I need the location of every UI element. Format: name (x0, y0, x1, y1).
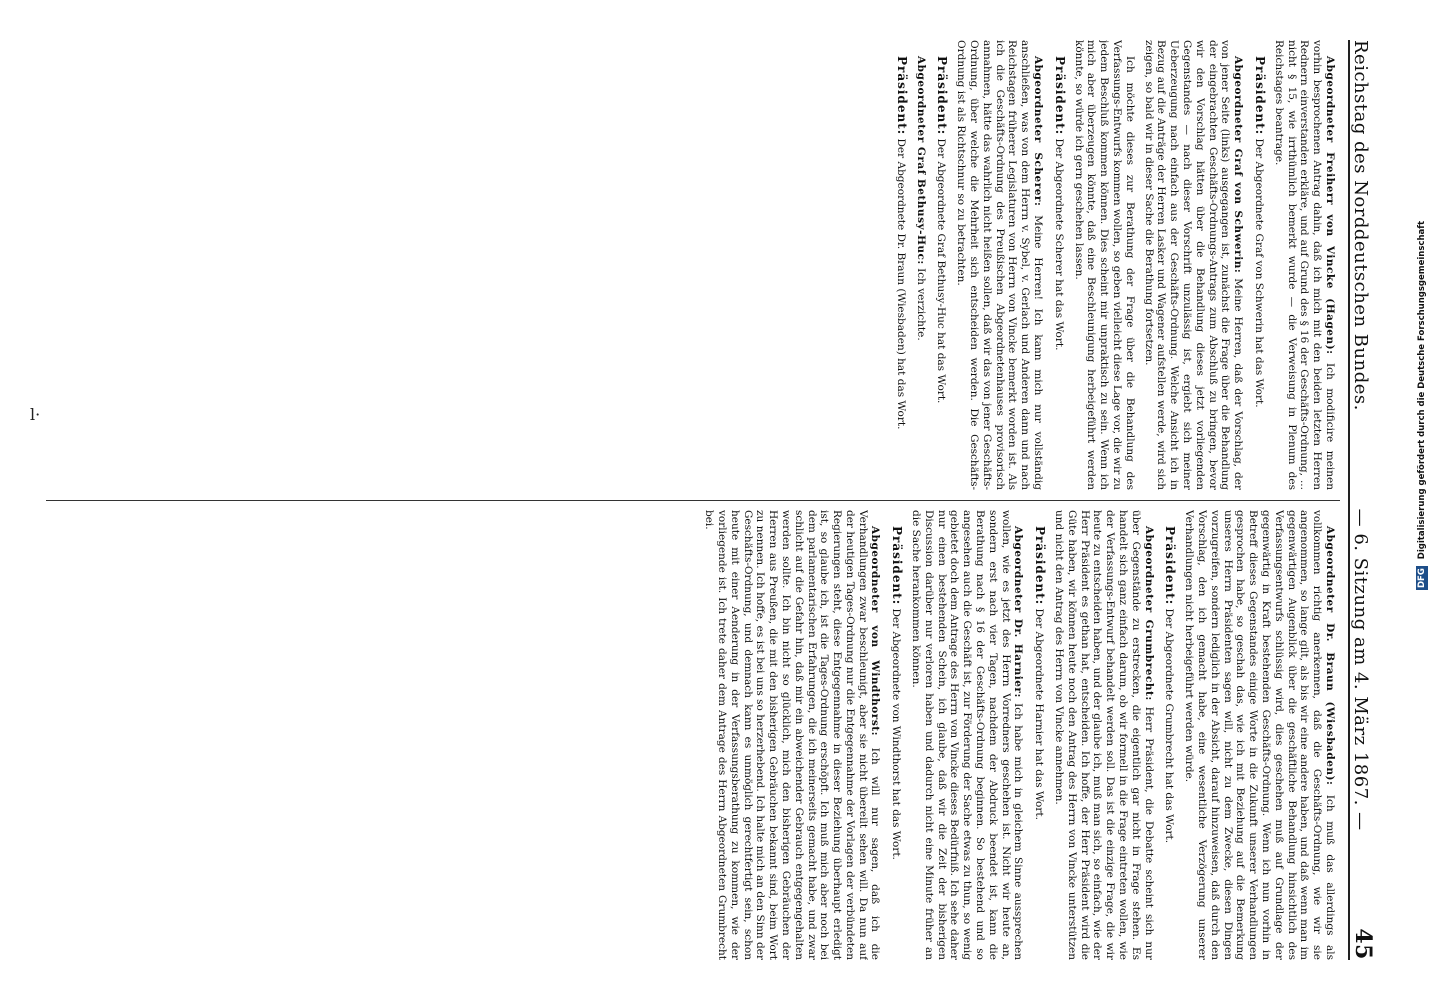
rotated-page-content (36, 20, 1396, 980)
president-label: Präsident: (894, 56, 909, 136)
speech-paragraph (1182, 510, 1336, 960)
speech-paragraph (1072, 40, 1136, 490)
left-column (46, 40, 1336, 490)
speech-paragraph (909, 510, 1024, 960)
header-session: — 6. Sitzung am 4. März 1867. — (1350, 508, 1371, 831)
president-remark (935, 40, 949, 490)
speaker-name: Abgeordneter Grumbrecht: (1142, 526, 1155, 701)
right-column (46, 510, 1336, 960)
funding-note (1416, 10, 1428, 590)
speech-text: Ich möchte dieses zur Berathung der Frage über die Behandlung des Verfassungs-Entwurfs kommen wollen, so geben vielleicht diese Lage vor, die wir zu jedem Beschluß kommen können. Dies scheint mir unpraktisch zu sein. Wenn ich mich aber überzeugen könnte, daß eine Beschleunigung herbeigeführt werden könnte, so würde ich gern geschehen lassen. (1072, 40, 1136, 490)
speech-text: Meine Herren, daß der Vorschlag, der von jener Seite (links) ausgegangen ist, zunächst die Frage über die Behandlung der eingebrachten Geschäfts-Ordnungs-Antrags zum Abschluß zu bringen, bevor wir den Vorschlag hätten über die Behandlung dieses jetzt vorliegenden Gegenstandes — nach dieser Vorschrift unzulässig ist, ergiebt sich meiner Ueberzeugung nach einfach aus der Geschäfts-Ordnung. Welche Ansicht ich in Bezug auf die Anträge der Herren Lasker und Wagener aufstellen werde, wird sich zeigen, so bald wir in dieser Sache die Berathung fortsetzen. (1142, 40, 1245, 490)
speech-paragraph (1052, 510, 1154, 960)
funding-text: Digitalisierung gefördert durch die Deutsche Forschungsgemeinschaft (1417, 220, 1427, 560)
speaker-name: Abgeordneter Dr. Harnier: (1012, 526, 1025, 698)
president-label: Präsident: (1033, 526, 1048, 606)
speech-text: Ich will nur sagen, daß ich die Verhandlungen zwar beschleunigt, aber sie nicht übereilt sehen will. Da nun auf der heutigen Tages-Ordnung nur die Entgegennahme der Vorlagen der verbündeten Regierungen steht, diese Entgegennahme in dieser Beziehung überhaupt erledigt ist, so glaube ich, ist die Tages-Ordnung erschöpft. Ich muß mich aber noch bei dem parlamentarischen Erfahrungen, die ich meinerseits gemacht habe, und zwar schlicht auf die Gefahr hin, daß mir ein abweichender Gebrauch entgegengehalten werden sollte. Ich bin nicht so glücklich, mich den bisherigen Gebräuchen der Herren aus Preußen, die mit den bisherigen Gebräuchen bekannt sind, beim Wort zu nennen. Ich hoffe, es ist bei uns so herzerhebend. Ich halte mich an den Sinn der Geschäfts-Ordnung, und demnach kann es unmöglich gerechtfertigt sein, schon heute mit einer Aenderung in der Verfassungsberathung zu kommen, wie der vorliegende ist. Ich trete daher dem Antrage des Herrn Abgeordneten Grumbrecht bei. (703, 510, 882, 960)
speaker-name: Abgeordneter Freiherr von Vincke (Hagen): (1324, 56, 1336, 355)
president-text: Der Abgeordnete Graf von Schwerin hat das Wort. (1253, 138, 1266, 408)
speech-paragraph (954, 40, 1044, 490)
president-remark (1163, 510, 1177, 960)
speaker-name: Abgeordneter Dr. Braun (Wiesbaden): (1324, 526, 1336, 786)
president-label: Präsident: (890, 526, 905, 606)
margin-mark: ⅼ· (30, 405, 41, 424)
president-text: Der Abgeordnete Graf Bethusy-Huc hat das Wort. (935, 138, 948, 404)
dfg-logo: DFG (1417, 568, 1427, 588)
president-remark (890, 510, 904, 960)
speech-text: Herr Präsident, die Debatte scheint sich nur über Gegenstände zu erstrecken, die eigentlich gar nicht in Frage stehen. Es handelt sich ganz einfach darum, ob wir formell in die Frage eintreten wollen, wie der Verfassungs-Entwurf behandelt werden soll. Das ist die einzige Frage, die wir heute zu entscheiden haben, und der glaube ich, muß man sich, so einfach, wie der Herr Präsident es gethan hat, entscheiden. Ich hoffe, der Herr Präsident wird die Güte haben, wir können heute noch den Antrag des Herrn von Vincke unterstützen und nicht den Antrag des Herrn von Vincke annehmen. (1053, 510, 1155, 960)
speech-text: Ich verzichte. (914, 268, 927, 341)
president-label: Präsident: (1052, 56, 1067, 136)
president-remark (1252, 40, 1266, 490)
page-number: 45 (1350, 928, 1376, 960)
president-remark (1032, 510, 1046, 960)
president-label: Präsident: (1163, 526, 1178, 606)
president-text: Der Abgeordnete Grumbrecht hat das Wort. (1163, 608, 1176, 844)
column-divider (46, 500, 1340, 501)
speaker-name: Abgeordneter von Windthorst: (869, 526, 882, 736)
running-header (1348, 40, 1396, 960)
president-label: Präsident: (1253, 56, 1268, 136)
speech-text: Meine Herren! Ich kann mich nur vollständig anschließen, was von dem Herrn v. Sybel, v. Gerlach und Anderen dann und nach Reichstagen früherer Legislaturen von Herrn von Vincke bemerkt worden ist. Als ich die Geschäfts-Ordnung des Preußischen Abgeordnetenhauses provisorisch annahmen, hätte das wahrlich nicht heißen sollen, daß wir das von jener Geschäfts-Ordnung, über welche die Mehrheit sich entscheiden werden. Die Geschäfts-Ordnung ist als Richtschnur so zu betrachten. (955, 40, 1045, 490)
speech-paragraph (1272, 40, 1336, 490)
header-title: Reichstag des Norddeutschen Bundes. (1350, 40, 1371, 411)
president-label: Präsident: (935, 56, 950, 136)
speech-text: Ich muß das allerdings als vollkommen richtig anerkennen, daß die Geschäfts-Ordnung, wie wir sie angenommen, so lange gilt, als bis wir eine andere haben, und daß wenn man im gegenwärtigen Augenblick über die geschäftliche Behandlung hinsichtlich des Verfassungsentwurfs schlüssig wird, dies geschehen muß auf Grundlage der gegenwärtig in Kraft bestehenden Geschäfts-Ordnung. Wenn ich nun vorhin in Betreff dieses Gegenstandes einige Worte in die Zukunft unserer Verhandlungen gesprochen habe, so geschah das, wie ich mit Beziehung auf die Bemerkung unseres Herrn Präsidenten sagen will, nicht zu dem Zwecke, diesen Dingen vorzugreifen, sondern lediglich in der Absicht, darauf hinzuweisen, daß durch den Vorschlag, den ich gemacht habe, eine wesentliche Verzögerung unserer Verhandlungen nicht herbeigeführt werden würde. (1183, 510, 1336, 960)
president-remark (1052, 40, 1066, 490)
speech-text: Ich modificire meinen vorhin besprochenen Antrag dahin, daß ich mich mit den beiden letzten Herren Rednern einverstanden erkläre, und auf Grund des § 16 der Geschäfts-Ordnung, ... nicht § 15, wie irrthümlich bemerkt wurde — die Verweisung in Plenum des Reichstages beantrage. (1272, 40, 1336, 490)
president-text: Der Abgeordnete Harnier hat das Wort. (1033, 608, 1046, 820)
speech-paragraph (1142, 40, 1244, 490)
president-text: Der Abgeordnete Dr. Braun (Wiesbaden) hat das Wort. (894, 138, 907, 430)
speaker-name: Abgeordneter Scherer: (1032, 56, 1045, 207)
speech-paragraph (702, 510, 881, 960)
speech-text: Ich habe mich in gleichem Sinne aussprechen wollen, wie es jetzt des Herrn Vorredners geschehen ist. Nicht wir heute an, sondern erst nach vier Tagen, nachdem der Abdruck beendet ist, kann die Berathung nach § 16 der Geschäfts-Ordnung beginnen. So bestehend und so angesehen auch die Geschäft ist, zur Förderung der Sache etwas zu thun, so wenig gebietet doch dem Antrage des Herrn von Vincke dieses Bedürfniß. Ich sehe daher nur einen bestehenden Schein, ich glaube, daß wir die Zeit der bisherigen Discussion darüber nur verloren haben und dadurch nicht eine Minute früher an die Sache herankommen können. (910, 510, 1025, 960)
president-text: Der Abgeordnete von Windthorst hat das Wort. (890, 608, 903, 860)
president-text: Der Abgeordnete Scherer hat das Wort. (1052, 138, 1065, 351)
speaker-name: Abgeordneter Graf Bethusy-Huc: (914, 56, 927, 265)
president-remark (894, 40, 908, 490)
speech-paragraph (914, 40, 927, 490)
speaker-name: Abgeordneter Graf von Schwerin: (1232, 56, 1245, 274)
